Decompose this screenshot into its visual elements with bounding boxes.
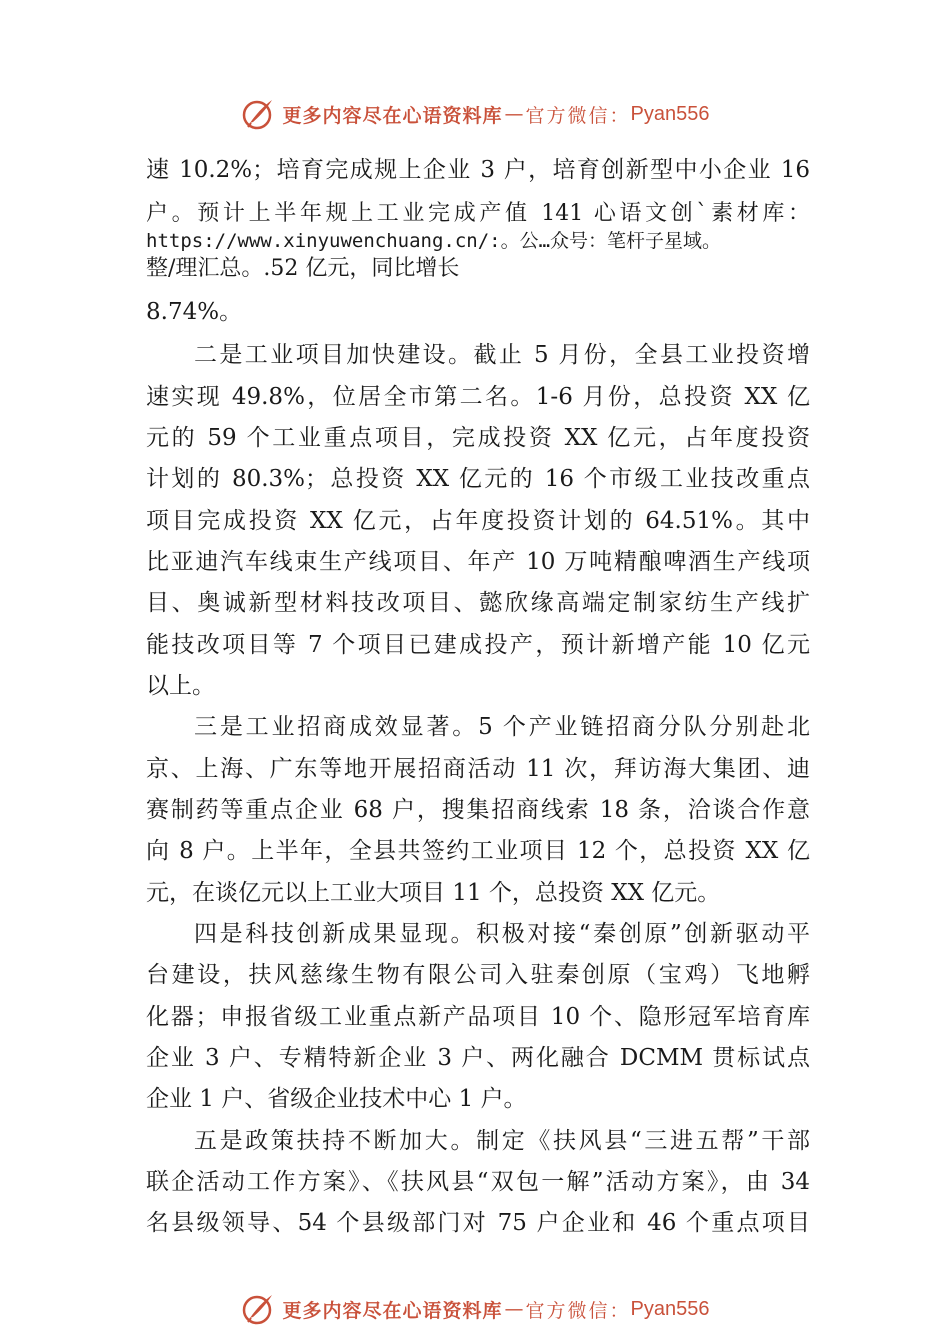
watermark-brand: 官方微信： (525, 1299, 631, 1322)
text-line: 速实现 49.8%，位居全市第二名。1-6 月份，总投资 XX 亿 (146, 384, 810, 410)
quill-logo-icon (241, 96, 277, 132)
text-line: 能技改项目等 7 个项目已建成投产，预计新增产能 10 亿元 (146, 632, 810, 658)
text-line: 赛制药等重点企业 68 户，搜集招商线索 18 条，洽谈合作意 (146, 797, 810, 823)
text-line: 计划的 80.3%；总投资 XX 亿元的 16 个市级工业技改重点 (146, 466, 810, 492)
text-line: 以上。 (146, 673, 215, 699)
paragraph-start: 五是政策扶持不断加大。制定《扶风县“三进五帮”干部 (194, 1128, 810, 1154)
text-line: 企业 3 户、专精特新企业 3 户、两化融合 DCMM 贯标试点 (146, 1045, 810, 1071)
watermark-wechat-id: Pyan556 (630, 102, 710, 125)
watermark-brand: 官方微信： (525, 104, 631, 127)
text-line: 项目完成投资 XX 亿元，占年度投资计划的 64.51%。其中 (146, 508, 810, 534)
watermark-dash: — (504, 103, 524, 125)
text-line: 企业 1 户、省级企业技术中心 1 户。 (146, 1086, 527, 1112)
text-line: 名县级领导、54 个县级部门对 75 户企业和 46 个重点项目 (146, 1210, 810, 1236)
text-line: 联企活动工作方案》、《扶风县“双包一解”活动方案》，由 34 (146, 1169, 810, 1195)
text-line: 目、奥诚新型材料技改项目、懿欣缘高端定制家纺生产线扩 (146, 590, 810, 616)
text-line: 元的 59 个工业重点项目，完成投资 XX 亿元，占年度投资 (146, 425, 810, 451)
footer-watermark (0, 1289, 950, 1329)
text-line: 台建设，扶风慈缘生物有限公司入驻秦创原（宝鸡）飞地孵 (146, 962, 810, 988)
text-line-url: https://www.xinyuwenchuang.cn/:。公…众号：笔杆子星域。 (146, 230, 722, 252)
text-line: 向 8 户。上半年，全县共签约工业项目 12 个，总投资 XX 亿 (146, 838, 810, 864)
watermark-prefix: 更多内容尽在心语资料库 (282, 104, 503, 127)
text-line: 速 10.2%；培育完成规上企业 3 户，培育创新型中小企业 16 (146, 157, 810, 183)
text-line: 比亚迪汽车线束生产线项目、年产 10 万吨精酿啤酒生产线项 (146, 549, 810, 575)
watermark-wechat-id: Pyan556 (630, 1297, 710, 1320)
text-line: 化器；申报省级工业重点新产品项目 10 个、隐形冠军培育库 (146, 1004, 810, 1030)
text-line: 元，在谈亿元以上工业大项目 11 个，总投资 XX 亿元。 (146, 880, 721, 906)
watermark-prefix: 更多内容尽在心语资料库 (282, 1299, 503, 1322)
text-line: 户。预计上半年规上工业完成产值 141 心语文创`素材库： (146, 201, 810, 226)
text-line: 京、上海、广东等地开展招商活动 11 次，拜访海大集团、迪 (146, 756, 810, 782)
quill-logo-icon (241, 1291, 277, 1327)
text-line: 8.74%。 (146, 299, 243, 325)
header-watermark (0, 94, 950, 134)
paragraph-start: 三是工业招商成效显著。5 个产业链招商分队分别赴北 (194, 714, 810, 740)
paragraph-start: 四是科技创新成果显现。积极对接“秦创原”创新驱动平 (194, 921, 810, 947)
paragraph-start: 二是工业项目加快建设。截止 5 月份，全县工业投资增 (194, 342, 810, 368)
watermark-dash: — (504, 1298, 524, 1320)
text-line: 整/理汇总。.52 亿元，同比增长 (146, 256, 460, 281)
